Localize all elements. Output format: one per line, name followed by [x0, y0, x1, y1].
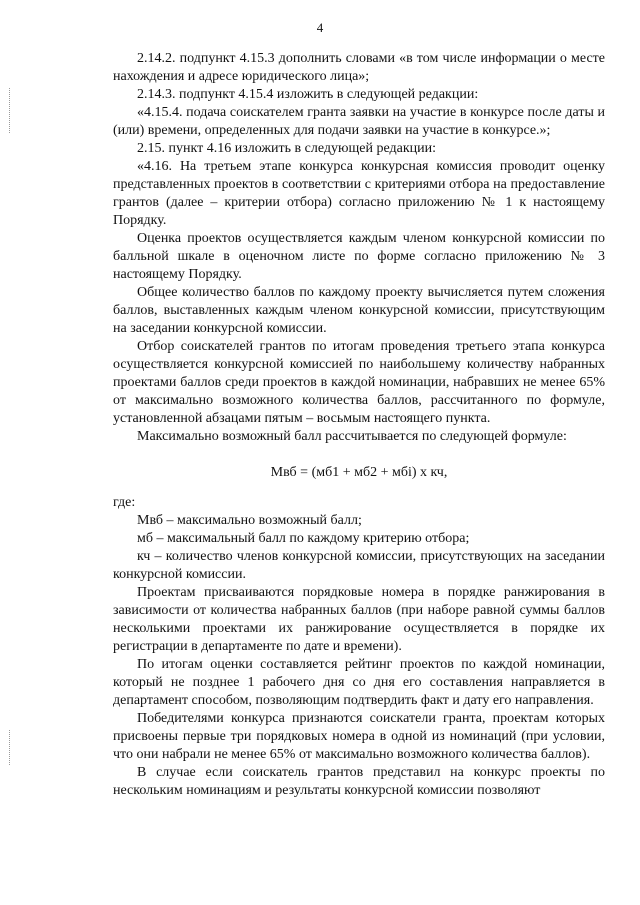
paragraph-selection: Отбор соискателей грантов по итогам проведения третьего этапа конкурса осуществляется конкурсной комиссией по наибольшему количеству набранных проектами баллов среди проектов в каждой номинации, набравших не менее 65% от максимально возможного количества баллов, рассчитанного по формуле, установленной абзацами пятым – восьмым настоящего пункта. — [113, 339, 605, 426]
scan-margin-mark-top — [9, 88, 11, 133]
definition-mvb: Мвб – максимально возможный балл; — [137, 513, 362, 528]
paragraph-winners: Победителями конкурса признаются соискатели гранта, проектам которых присвоены первые три порядковых номера в одной из номинаций (при условии, что они набрали не менее 65% от максимально возможного количества баллов). — [113, 711, 605, 762]
paragraph-2-15: 2.15. пункт 4.16 изложить в следующей редакции: — [137, 141, 436, 156]
paragraph-total-score: Общее количество баллов по каждому проекту вычисляется путем сложения баллов, выставленных каждым членом конкурсной комиссии, присутствующим на заседании конкурсной комиссии. — [113, 285, 605, 336]
page-number: 4 — [316, 20, 324, 35]
where-label: где: — [113, 495, 136, 510]
paragraph-evaluation: Оценка проектов осуществляется каждым членом конкурсной комиссии по балльной шкале в оценочном листе по форме согласно приложению № 3 настоящему Порядку. — [113, 231, 605, 282]
paragraph-2-14-2: 2.14.2. подпункт 4.15.3 дополнить словами «в том числе информации о месте нахождения и адресе юридического лица»; — [113, 51, 605, 84]
scan-margin-mark-bottom — [9, 730, 11, 765]
paragraph-formula-intro: Максимально возможный балл рассчитывается по следующей формуле: — [137, 429, 567, 444]
paragraph-rating: По итогам оценки составляется рейтинг проектов по каждой номинации, который не позднее 1 рабочего дня со дня его составления направляется в департамент способом, позволяющим подтвердить факт и дату его направления. — [113, 657, 605, 708]
paragraph-4-15-4: «4.15.4. подача соискателем гранта заявки на участие в конкурсе после даты и (или) времени, определенных для подачи заявки на участие в конкурсе.»; — [113, 105, 605, 138]
paragraph-4-16: «4.16. На третьем этапе конкурса конкурсная комиссия проводит оценку представленных проектов в соответствии с критериями отбора на предоставление грантов (далее – критерии отбора) согласно приложению № 1 к настоящему Порядку. — [113, 159, 605, 228]
paragraph-2-14-3: 2.14.3. подпункт 4.15.4 изложить в следующей редакции: — [137, 87, 479, 102]
definition-mb: мб – максимальный балл по каждому критерию отбора; — [137, 531, 470, 546]
document-body — [113, 50, 605, 800]
formula: Мвб = (мб1 + мб2 + мбі) х кч, — [270, 465, 448, 480]
paragraph-ranking: Проектам присваиваются порядковые номера в порядке ранжирования в зависимости от количества набранных баллов (при наборе равной суммы баллов несколькими проектами их ранжирование осуществляется в порядке их регистрации в департаменте по дате и времени). — [113, 585, 605, 654]
paragraph-multiple-nominations: В случае если соискатель грантов представил на конкурс проекты по нескольким номинациям и результаты конкурсной комиссии позволяют — [113, 765, 605, 798]
definition-kch: кч – количество членов конкурсной комиссии, присутствующих на заседании конкурсной комиссии. — [113, 549, 605, 582]
